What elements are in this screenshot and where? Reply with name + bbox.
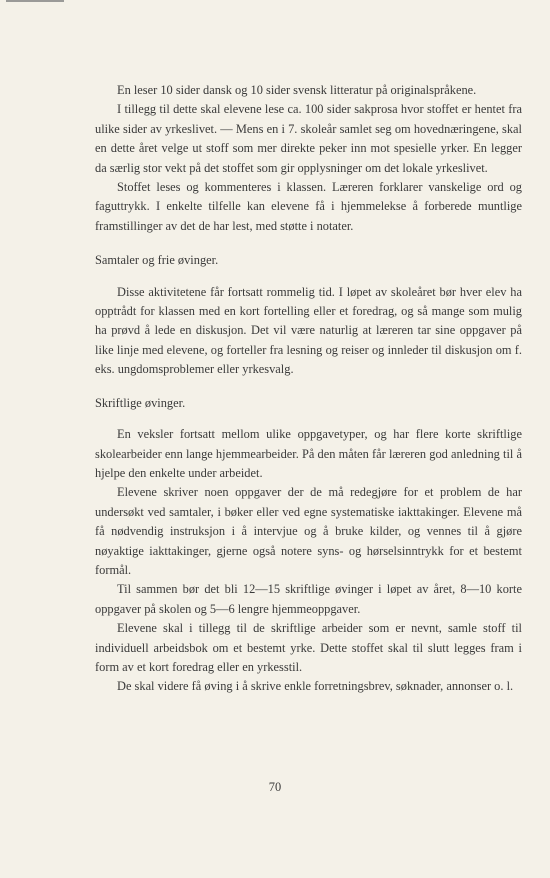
section-heading-samtaler: Samtaler og frie øvinger. bbox=[95, 253, 219, 268]
paragraph: Stoffet leses og kommenteres i klassen. Læreren forklarer vanskelige ord og faguttrykk. I enkelte tilfelle kan elevene få i hjemmelekse å forberede muntlige framstillinger av det de har lest, med støtte i notater. bbox=[95, 180, 522, 233]
paragraph: En veksler fortsatt mellom ulike oppgavetyper, og har flere korte skriftlige skolearbeider enn lange hjemmearbeider. På den måten får læreren god anledning til å hjelpe den enkelte under arbeidet. bbox=[95, 427, 522, 480]
paragraph: Til sammen bør det bli 12—15 skriftlige øvinger i løpet av året, 8—10 korte oppgaver på skolen og 5—6 lengre hjemmeoppgaver. bbox=[95, 582, 522, 616]
paragraph: De skal videre få øving i å skrive enkle forretningsbrev, søknader, annonser o. l. bbox=[117, 679, 514, 694]
section-heading-skriftlige: Skriftlige øvinger. bbox=[95, 395, 186, 410]
page-number: 70 bbox=[268, 780, 282, 794]
paragraph: I tillegg til dette skal elevene lese ca. 100 sider sakprosa hvor stoffet er hentet fra ulike sider av yrkeslivet. — Mens en i 7. skoleår samlet seg om hovednæringene, skal en dette året velge ut stoff som mer direkte peker inn mot spesielle yrker. En legger da særlig stor vekt på det stoffet som gir opplysninger om det lokale yrkeslivet. bbox=[95, 102, 522, 175]
paragraph: Elevene skal i tillegg til de skriftlige arbeider som er nevnt, samle stoff til individuell arbeidsbok om et bestemt yrke. Dette stoffet skal til slutt legges fram i form av et kort foredrag eller en yrkesstil. bbox=[95, 621, 522, 674]
page-body bbox=[95, 81, 522, 697]
paragraph: Disse aktivitetene får fortsatt rommelig tid. I løpet av skoleåret bør hver elev ha opptrådt for klassen med en kort fortelling eller et foredrag, og så mange som mulig ha prøvd å lede en diskusjon. Det vil være naturlig at læreren tar sine oppgaver på like linje med elevene, og forteller fra lesning og reiser og innleder til diskusjon om f. eks. ungdomsproblemer eller yrkesvalg. bbox=[95, 284, 522, 377]
top-edge-mark bbox=[6, 0, 64, 2]
paragraph: Elevene skriver noen oppgaver der de må redegjøre for et problem de har undersøkt ved samtaler, i bøker eller ved egne systematiske iakttakinger. Elevene må få nødvendig instruksjon i å intervjue og å bruke kilder, og vennes til å gjøre nøyaktige iakttakinger, gjerne også notere syns- og hørselsinntrykk for et bestemt formål. bbox=[95, 485, 522, 577]
paragraph: En leser 10 sider dansk og 10 sider svensk litteratur på originalspråkene. bbox=[117, 83, 477, 97]
